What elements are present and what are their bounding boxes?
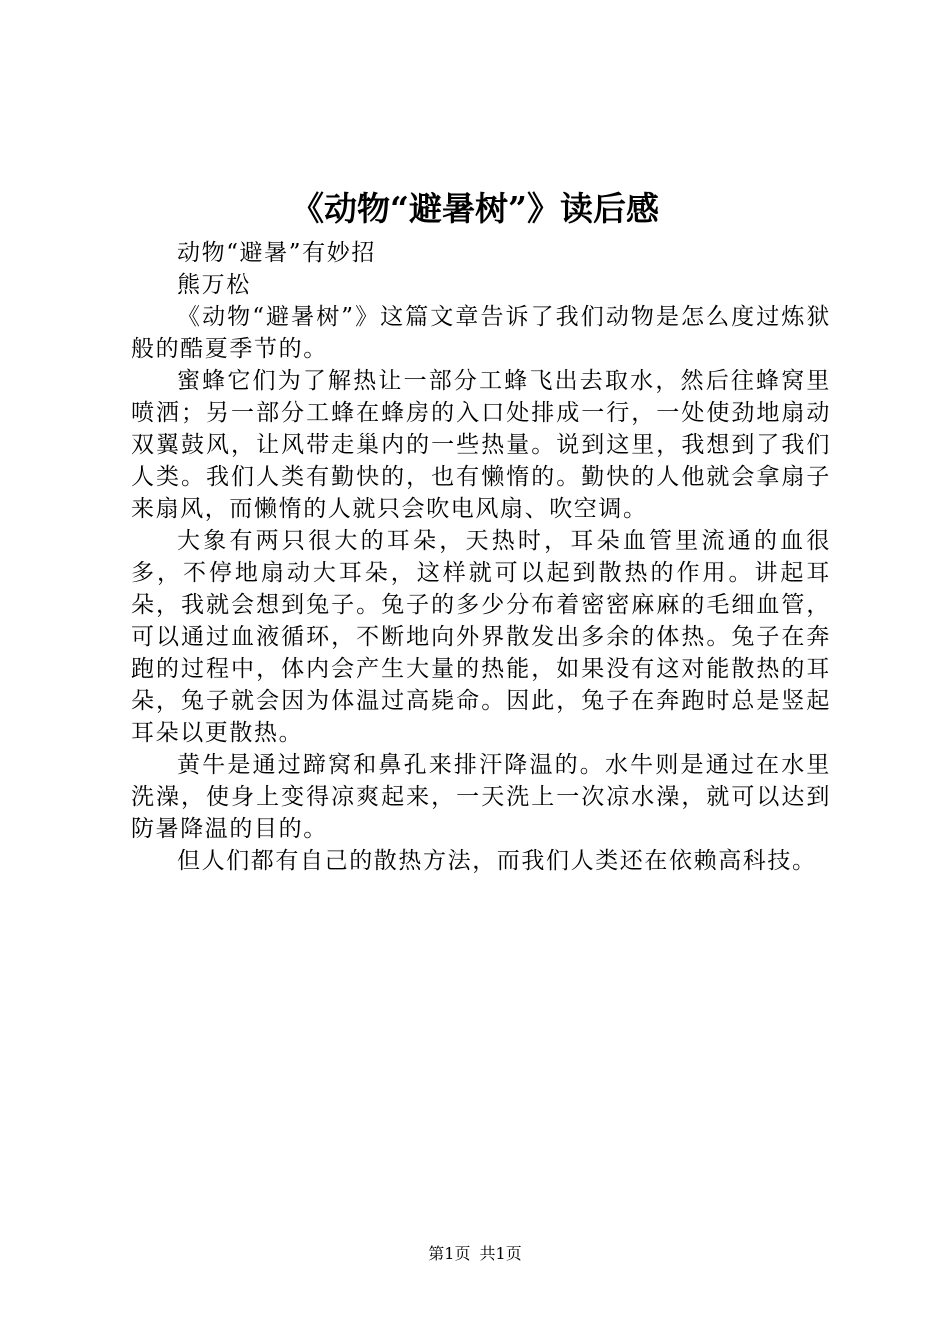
- document-body: [131, 237, 831, 877]
- body-paragraph: 蜜蜂它们为了解热让一部分工蜂飞出去取水，然后往蜂窝里喷洒；另一部分工蜂在蜂房的入口处排成一行，一处使劲地扇动双翼鼓风，让风带走巢内的一些热量。说到这里，我想到了我们人类。我们人类有勤快的，也有懒惰的。勤快的人他就会拿扇子来扇风，而懒惰的人就只会吹电风扇、吹空调。: [131, 368, 831, 522]
- page-footer: [0, 1243, 950, 1265]
- page-total: 共1页: [479, 1244, 522, 1263]
- page-number: 第1页: [428, 1244, 471, 1263]
- document-title: 《动物“避暑树”》读后感: [291, 189, 659, 228]
- subtitle-line: 动物“避暑”有妙招: [177, 240, 376, 266]
- author-line: 熊万松: [177, 272, 251, 298]
- body-paragraph: 《动物“避暑树”》这篇文章告诉了我们动物是怎么度过炼狱般的酷夏季节的。: [131, 304, 831, 362]
- body-paragraph: 但人们都有自己的散热方法，而我们人类还在依赖高科技。: [177, 848, 817, 874]
- body-paragraph: 大象有两只很大的耳朵，天热时，耳朵血管里流通的血很多，不停地扇动大耳朵，这样就可以起到散热的作用。讲起耳朵，我就会想到兔子。兔子的多少分布着密密麻麻的毛细血管，可以通过血液循环，不断地向外界散发出多余的体热。兔子在奔跑的过程中，体内会产生大量的热能，如果没有这对能散热的耳朵，兔子就会因为体温过高毙命。因此，兔子在奔跑时总是竖起耳朵以更散热。: [131, 528, 831, 746]
- body-paragraph: 黄牛是通过蹄窝和鼻孔来排汗降温的。水牛则是通过在水里洗澡，使身上变得凉爽起来，一天洗上一次凉水澡，就可以达到防暑降温的目的。: [131, 752, 831, 842]
